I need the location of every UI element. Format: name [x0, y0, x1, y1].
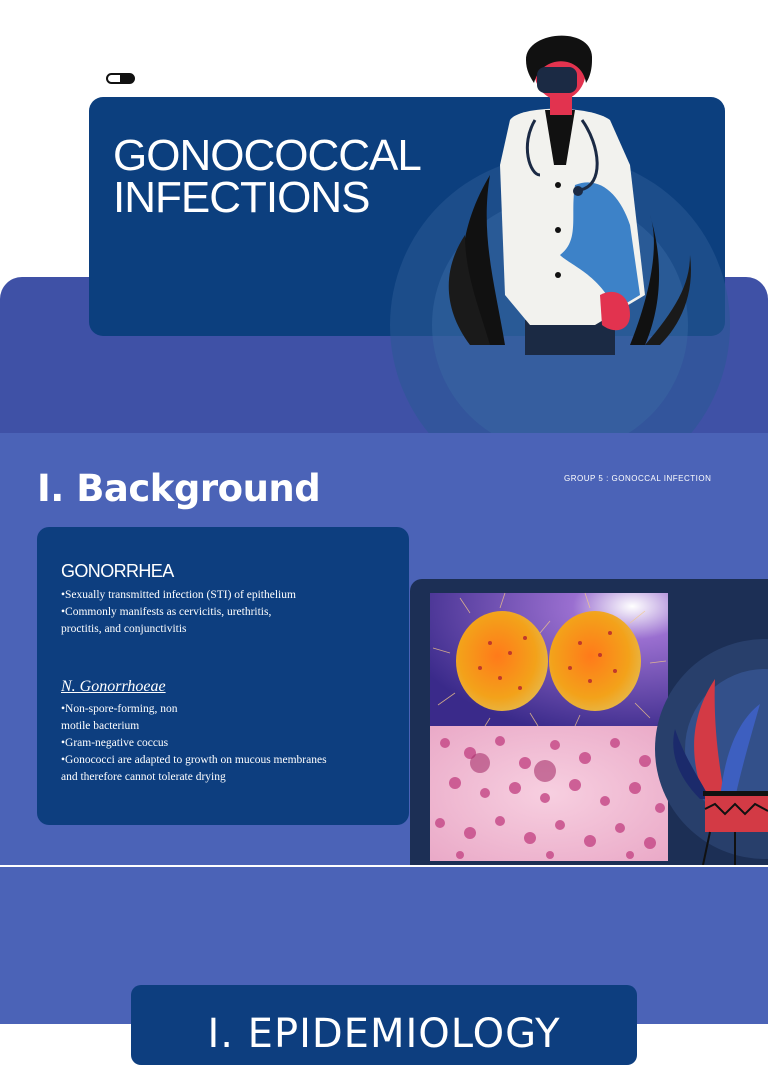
epidemiology-title: I. EPIDEMIOLOGY	[207, 1011, 561, 1057]
n-gonorrhoeae-title: N. Gonorrhoeae	[61, 678, 166, 695]
background-info-card	[37, 527, 409, 825]
n-gonorrhoeae-points	[61, 701, 327, 786]
epidemiology-title-card	[131, 985, 637, 1065]
presentation-title: GONOCOCCAL INFECTIONS	[113, 131, 421, 222]
ng-point: •Gram-negative coccus	[61, 737, 169, 749]
gonorrhea-point: •Commonly manifests as cervicitis, urethritis,	[61, 606, 272, 618]
gonorrhea-title: GONORRHEA	[61, 561, 174, 581]
background-slide	[0, 433, 768, 865]
gonorrhea-points	[61, 587, 351, 638]
doctor-illustration-icon	[330, 25, 710, 355]
image-panel	[410, 579, 768, 865]
epidemiology-slide	[0, 867, 768, 1057]
ng-point: •Gonococci are adapted to growth on mucous membranes	[61, 754, 327, 766]
background-heading: I. Background	[37, 467, 321, 510]
ng-point: motile bacterium	[61, 720, 140, 732]
potted-plant-icon	[665, 599, 768, 865]
gonorrhea-point: proctitis, and conjunctivitis	[61, 623, 187, 635]
bacteria-image-icon	[430, 593, 668, 861]
pill-icon	[106, 73, 135, 84]
gonorrhea-point: •Sexually transmitted infection (STI) of epithelium	[61, 589, 296, 601]
ng-point: •Non-spore-forming, non	[61, 703, 178, 715]
slide-group-label: GROUP 5 : GONOCCAL INFECTION	[564, 474, 712, 483]
title-slide	[0, 0, 768, 433]
ng-point: and therefore cannot tolerate drying	[61, 771, 226, 783]
